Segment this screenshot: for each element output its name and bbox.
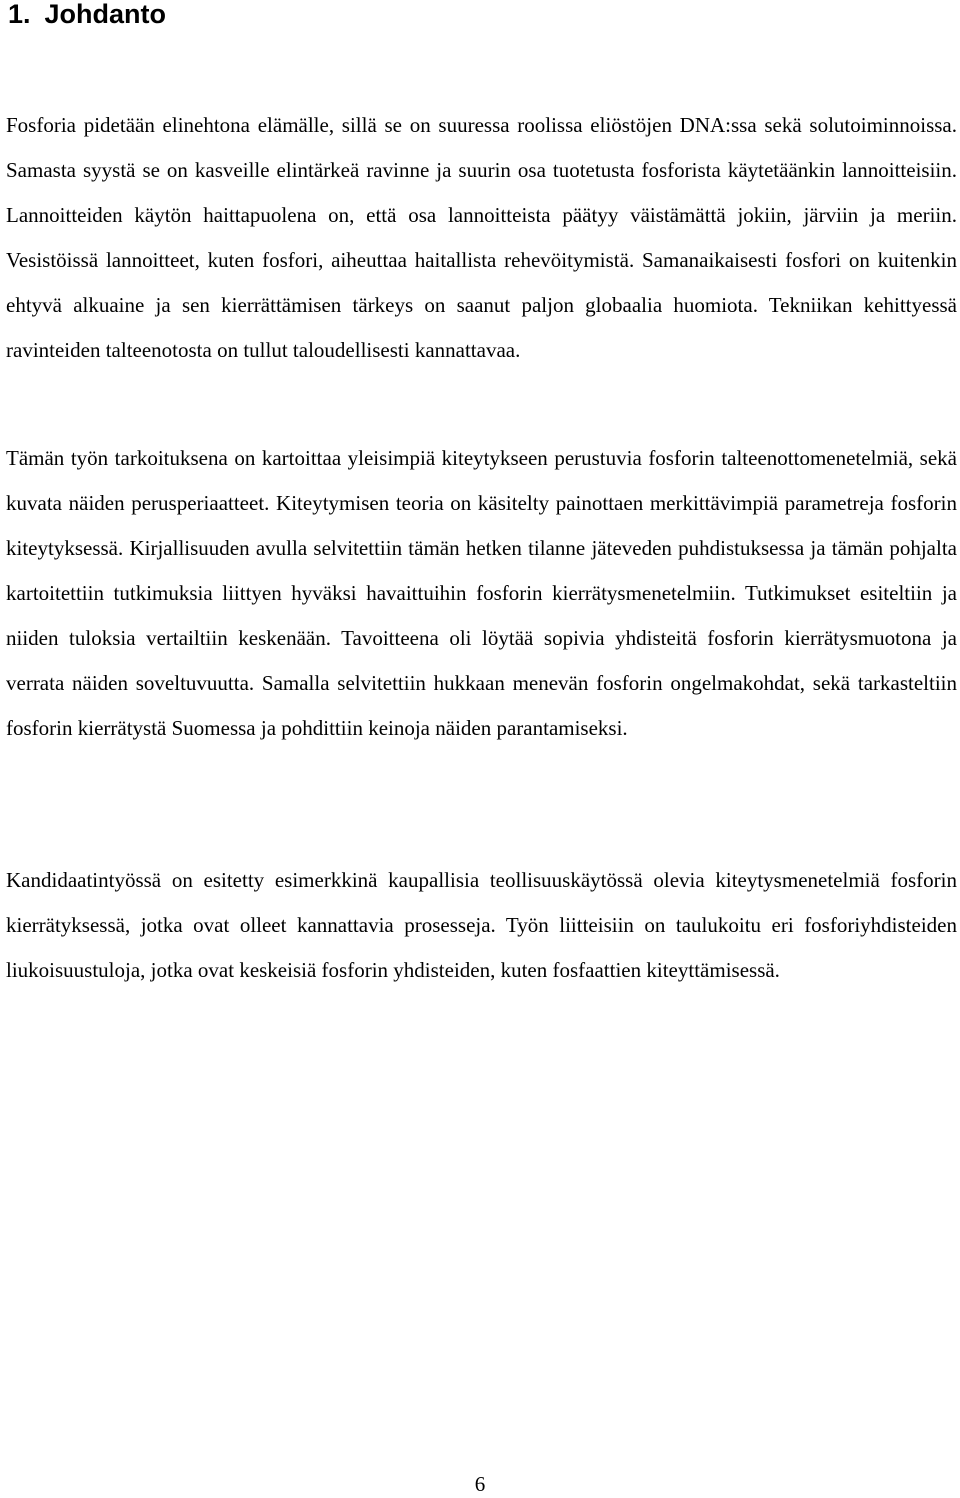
page-number: 6 [474,1472,486,1496]
intro-paragraph-3: Kandidaatintyössä on esitetty esimerkkinä kaupallisia teollisuuskäytössä olevia kiteytysmenetelmiä fosforin kierrätyksessä, jotka ovat olleet kannattavia prosesseja. Työn liitteisiin on taulukoitu eri fosforiyhdisteiden liukoisuustuloja, jotka ovat keskeisiä fosforin yhdisteiden, kuten fosfaattien kiteyttämisessä. [6,868,957,982]
section-heading [8,0,166,32]
intro-paragraph-2: Tämän työn tarkoituksena on kartoittaa yleisimpiä kiteytykseen perustuvia fosforin talteenottomenetelmiä, sekä kuvata näiden perusperiaatteet. Kiteytymisen teoria on käsitelty painottaen merkittävimpiä parametreja fosforin kiteytyksessä. Kirjallisuuden avulla selvitettiin tämän hetken tilanne jäteveden puhdistuksessa ja tämän pohjalta kartoitettiin tutkimuksia liittyen hyväksi havaittuihin fosforin kierrätysmenetelmiin. Tutkimukset esiteltiin ja niiden tuloksia vertailtiin keskenään. Tavoitteena oli löytää sopivia yhdisteitä fosforin kierrätysmuotona ja verrata näiden soveltuvuutta. Samalla selvitettiin hukkaan menevän fosforin ongelmakohdat, sekä tarkasteltiin fosforin kierrätystä Suomessa ja pohdittiin keinoja näiden parantamiseksi. [6,446,957,740]
intro-paragraph-1: Fosforia pidetään elinehtona elämälle, sillä se on suuressa roolissa eliöstöjen DNA:ssa sekä solutoiminnoissa. Samasta syystä se on kasveille elintärkeä ravinne ja suurin osa tuotetusta fosforista käytetäänkin lannoitteisiin. Lannoitteiden käytön haittapuolena on, että osa lannoitteista päätyy väistämättä jokiin, järviin ja meriin. Vesistöissä lannoitteet, kuten fosfori, aiheuttaa haitallista rehevöitymistä. Samanaikaisesti fosfori on kuitenkin ehtyvä alkuaine ja sen kierrättämisen tärkeys on saanut paljon globaalia huomiota. Tekniikan kehittyessä ravinteiden talteenotosta on tullut taloudellisesti kannattavaa. [6,113,957,362]
section-title: Johdanto [44,0,167,29]
section-number: 1. [8,0,31,29]
